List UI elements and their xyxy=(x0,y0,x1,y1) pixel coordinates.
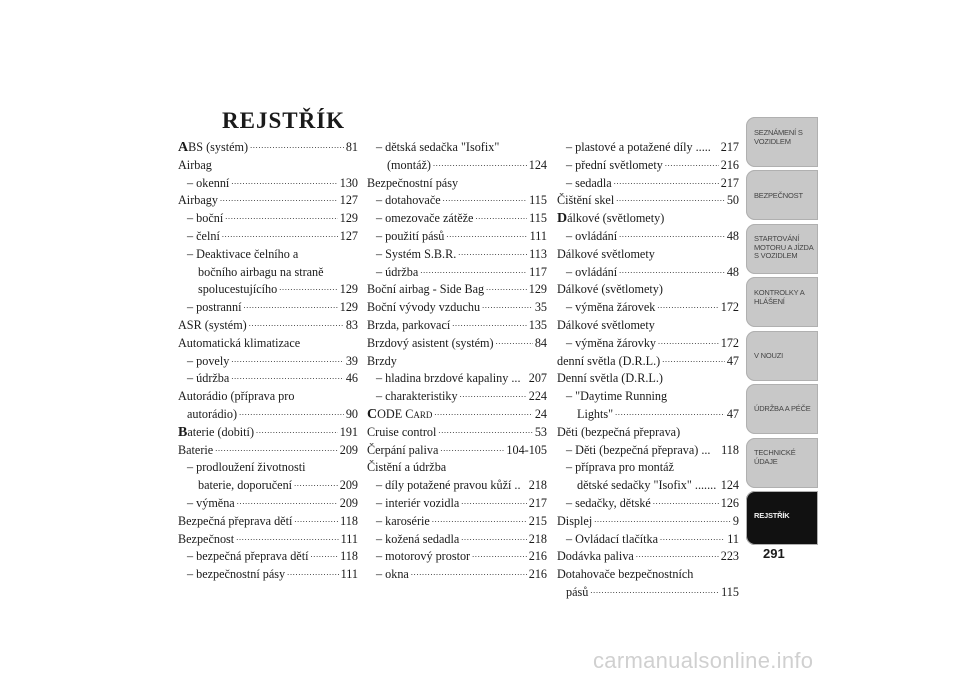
index-entry xyxy=(367,228,547,246)
section-tab-label: SEZNÁMENÍ S VOZIDLEM xyxy=(754,128,803,146)
index-entry xyxy=(557,317,739,335)
section-tab[interactable] xyxy=(746,491,818,545)
index-entry xyxy=(557,175,739,193)
index-term: ASR (systém) xyxy=(178,317,247,332)
index-entry xyxy=(557,370,739,388)
index-entry xyxy=(367,264,547,282)
page-ref: 223 xyxy=(720,549,739,564)
index-entry xyxy=(178,424,358,442)
index-term: Cruise control xyxy=(367,424,437,439)
index-entry xyxy=(367,513,547,531)
index-entry xyxy=(367,531,547,549)
index-term: – kožená sedadla xyxy=(376,531,460,546)
page-ref: 172 xyxy=(720,335,739,350)
index-term: – Systém S.B.R. xyxy=(376,246,457,261)
index-term: autorádio) xyxy=(187,406,238,421)
page-ref: 135 xyxy=(528,317,547,332)
dot-leader xyxy=(432,519,527,531)
dot-leader xyxy=(294,519,338,531)
index-letter: D xyxy=(557,211,568,227)
dot-leader xyxy=(619,234,725,246)
page-ref: 216 xyxy=(528,567,547,582)
index-entry xyxy=(557,157,739,175)
index-term: – boční xyxy=(187,211,224,226)
index-term: – "Daytime Running xyxy=(566,389,668,404)
section-tab-label: V NOUZI xyxy=(754,351,784,360)
index-entry xyxy=(367,459,547,477)
page-number: 291 xyxy=(763,546,785,561)
dot-leader xyxy=(443,198,528,210)
index-term: – bezpečná přeprava dětí xyxy=(187,549,309,564)
index-term: – interiér vozidla xyxy=(376,495,460,510)
index-entry xyxy=(557,531,739,549)
dot-leader xyxy=(590,590,719,602)
index-entry xyxy=(178,281,358,299)
page-ref: 191 xyxy=(339,424,358,439)
index-term: dětské sedačky "Isofix" ....... xyxy=(577,478,717,493)
dot-leader xyxy=(660,536,725,548)
dot-leader xyxy=(496,341,533,353)
index-entry xyxy=(557,513,739,531)
index-term: Čerpání paliva xyxy=(367,442,439,457)
page-ref: 129 xyxy=(528,282,547,297)
dot-leader xyxy=(461,536,526,548)
index-term: – ovládání xyxy=(566,228,618,243)
page-ref: 53 xyxy=(534,424,547,439)
dot-leader xyxy=(287,572,338,584)
index-term: Dálkové světlomety xyxy=(557,246,655,261)
dot-leader xyxy=(244,305,338,317)
page-ref: 129 xyxy=(339,300,358,315)
index-term: Airbagy xyxy=(178,193,218,208)
index-letter: A xyxy=(178,140,189,155)
dot-leader xyxy=(420,269,527,281)
dot-leader xyxy=(434,412,532,424)
dot-leader xyxy=(231,358,344,370)
index-term: Čištění skel xyxy=(557,193,615,208)
page-ref: 207 xyxy=(528,371,547,386)
index-entry xyxy=(557,228,739,246)
dot-leader xyxy=(619,269,725,281)
index-entry xyxy=(178,548,358,566)
page-ref: 172 xyxy=(720,300,739,315)
page-ref: 90 xyxy=(345,406,358,421)
page-ref: 117 xyxy=(529,264,547,279)
index-term: – postranní xyxy=(187,300,242,315)
index-entry xyxy=(557,495,739,513)
index-term: Autorádio (příprava pro xyxy=(178,389,295,404)
page-ref: 130 xyxy=(339,175,358,190)
index-term: Dotahovače bezpečnostních xyxy=(557,567,694,582)
dot-leader xyxy=(279,287,338,299)
page-ref: 209 xyxy=(339,495,358,510)
page-ref: 115 xyxy=(529,193,547,208)
index-term: – ovládání xyxy=(566,264,618,279)
page-ref: 48 xyxy=(726,228,739,243)
index-entry xyxy=(557,459,739,477)
index-entry xyxy=(367,477,547,495)
dot-leader xyxy=(614,180,719,192)
index-column-1 xyxy=(178,139,358,584)
index-entry xyxy=(178,477,358,495)
index-entry xyxy=(557,192,739,210)
dot-leader xyxy=(657,305,718,317)
dot-leader xyxy=(653,501,719,513)
dot-leader xyxy=(486,287,527,299)
index-entry xyxy=(367,353,547,371)
page-ref: 118 xyxy=(340,513,358,528)
dot-leader xyxy=(475,216,527,228)
index-term: Bezpečná přeprava dětí xyxy=(178,513,293,528)
index-term: – okenní xyxy=(187,175,230,190)
index-letter: B xyxy=(178,424,188,440)
index-term: – použití pásů xyxy=(376,228,445,243)
index-entry xyxy=(178,566,358,584)
section-tab[interactable] xyxy=(746,438,818,488)
page-ref: 218 xyxy=(528,531,547,546)
page-ref: 209 xyxy=(339,478,358,493)
page-ref: 216 xyxy=(720,157,739,172)
index-entry xyxy=(367,566,547,584)
page-ref: 47 xyxy=(726,353,739,368)
index-term: – sedadla xyxy=(566,175,612,190)
index-term: bočního airbagu na straně xyxy=(198,264,324,279)
page-ref: 84 xyxy=(534,335,547,350)
index-entry xyxy=(367,175,547,193)
index-entry xyxy=(557,264,739,282)
page-ref: 39 xyxy=(345,353,358,368)
page-ref: 83 xyxy=(345,317,358,332)
dot-leader xyxy=(452,323,526,335)
index-term: – charakteristiky xyxy=(376,389,458,404)
index-entry xyxy=(557,281,739,299)
page-ref: 46 xyxy=(345,371,358,386)
index-entry xyxy=(557,353,739,371)
section-tab-label: KONTROLKY A HLÁŠENÍ xyxy=(754,288,805,306)
index-entry xyxy=(178,210,358,228)
index-entry xyxy=(178,513,358,531)
page-ref: 127 xyxy=(339,193,358,208)
dot-leader xyxy=(220,198,338,210)
section-tabs xyxy=(746,117,818,545)
index-term: Děti (bezpečná přeprava) xyxy=(557,424,681,439)
index-entry xyxy=(557,406,739,424)
dot-leader xyxy=(250,145,344,157)
dot-leader xyxy=(440,447,504,459)
section-tab-label: TECHNICKÉ ÚDAJE xyxy=(754,448,796,466)
page-ref: 9 xyxy=(732,513,739,528)
dot-leader xyxy=(594,519,731,531)
page-ref: 217 xyxy=(528,495,547,510)
index-term: – díly potažené pravou kůží .. xyxy=(376,478,521,493)
index-term: Brzdy xyxy=(367,353,397,368)
dot-leader xyxy=(662,358,725,370)
index-term: Boční vývody vzduchu xyxy=(367,300,481,315)
page-ref: 129 xyxy=(339,282,358,297)
page-ref: 11 xyxy=(727,531,739,546)
page-ref: 118 xyxy=(340,549,358,564)
dot-leader xyxy=(482,305,533,317)
index-entry xyxy=(178,370,358,388)
index-term: – povely xyxy=(187,353,230,368)
index-term: – okna xyxy=(376,567,409,582)
watermark: carmanualsonline.info xyxy=(593,648,814,673)
index-entry xyxy=(367,157,547,175)
page-ref: 50 xyxy=(726,193,739,208)
index-entry xyxy=(178,406,358,424)
index-term: – sedačky, dětské xyxy=(566,495,651,510)
index-term: Denní světla (D.R.L.) xyxy=(557,371,663,386)
index-column-2 xyxy=(367,139,547,584)
index-entry xyxy=(367,424,547,442)
index-entry xyxy=(557,388,739,406)
index-term: denní světla (D.R.L.) xyxy=(557,353,661,368)
index-term: – Deaktivace čelního a xyxy=(187,246,299,261)
index-term: – příprava pro montáž xyxy=(566,460,674,475)
dot-leader xyxy=(446,234,527,246)
index-entry xyxy=(178,228,358,246)
index-entry xyxy=(557,442,739,460)
index-term: – bezpečnostní pásy xyxy=(187,567,286,582)
index-term: Displej xyxy=(557,513,593,528)
index-entry xyxy=(367,139,547,157)
index-entry xyxy=(178,353,358,371)
index-entry xyxy=(178,459,358,477)
index-entry xyxy=(367,442,547,460)
dot-leader xyxy=(411,572,527,584)
index-entry xyxy=(557,299,739,317)
index-entry xyxy=(178,264,358,282)
page-ref: 216 xyxy=(528,549,547,564)
index-term: pásů xyxy=(566,584,589,599)
dot-leader xyxy=(472,554,527,566)
page-ref: 111 xyxy=(340,531,358,546)
page-ref: 113 xyxy=(529,246,547,261)
index-term: – dětská sedačka "Isofix" xyxy=(376,140,500,154)
index-term: aterie (dobití) xyxy=(187,424,255,439)
index-entry xyxy=(178,157,358,175)
index-entry xyxy=(178,192,358,210)
index-entry xyxy=(178,388,358,406)
index-term: Brzda, parkovací xyxy=(367,317,451,332)
dot-leader xyxy=(237,501,338,513)
index-term: – prodloužení životnosti xyxy=(187,460,306,475)
index-entry xyxy=(367,246,547,264)
page-ref: 35 xyxy=(534,300,547,315)
index-term: Lights" xyxy=(577,406,614,421)
section-tab-label: BEZPEČNOST xyxy=(754,191,803,200)
dot-leader xyxy=(460,394,527,406)
index-entry xyxy=(367,388,547,406)
index-letter: C xyxy=(367,406,378,422)
index-term: Dálkové světlomety xyxy=(557,317,655,332)
index-term: – dotahovače xyxy=(376,193,441,208)
index-entry xyxy=(367,317,547,335)
index-entry xyxy=(367,370,547,388)
index-term: Čistění a údržba xyxy=(367,460,447,475)
index-term: Boční airbag - Side Bag xyxy=(367,282,485,297)
section-tab[interactable] xyxy=(746,170,818,220)
index-entry xyxy=(367,495,547,513)
index-entry xyxy=(367,406,547,424)
page-ref: 217 xyxy=(720,175,739,190)
index-entry xyxy=(367,335,547,353)
page-ref: 124 xyxy=(528,157,547,172)
dot-leader xyxy=(225,216,338,228)
index-term: Baterie xyxy=(178,442,214,457)
index-term: – údržba xyxy=(376,264,419,279)
dot-leader xyxy=(658,341,719,353)
section-tab-label: REJSTŘÍK xyxy=(754,511,790,520)
dot-leader xyxy=(236,536,338,548)
section-tab[interactable] xyxy=(746,384,818,434)
index-entry xyxy=(557,566,739,584)
index-entry xyxy=(178,442,358,460)
index-term: – omezovače zátěže xyxy=(376,211,474,226)
dot-leader xyxy=(215,447,338,459)
index-term: (montáž) xyxy=(387,157,431,172)
page-ref: 209 xyxy=(339,442,358,457)
index-term: – karosérie xyxy=(376,513,430,528)
index-entry xyxy=(557,424,739,442)
section-tab[interactable] xyxy=(746,224,818,274)
index-term: Bezpečnostní pásy xyxy=(367,175,459,190)
dot-leader xyxy=(665,163,719,175)
dot-leader xyxy=(616,198,725,210)
dot-leader xyxy=(249,323,344,335)
index-entry xyxy=(178,495,358,513)
index-term: – hladina brzdové kapaliny ... xyxy=(376,371,521,386)
index-entry xyxy=(557,548,739,566)
index-entry xyxy=(178,175,358,193)
page-ref: 24 xyxy=(534,406,547,421)
index-entry xyxy=(557,477,739,495)
page-ref: 111 xyxy=(529,228,547,243)
index-entry xyxy=(178,317,358,335)
index-entry xyxy=(178,246,358,264)
index-entry xyxy=(178,299,358,317)
index-term: – motorový prostor xyxy=(376,549,471,564)
dot-leader xyxy=(231,376,344,388)
index-entry xyxy=(367,299,547,317)
index-term: BS (systém) xyxy=(188,140,249,154)
index-term: – údržba xyxy=(187,371,230,386)
index-term: – přední světlomety xyxy=(566,157,663,172)
index-term: Brzdový asistent (systém) xyxy=(367,335,494,350)
page-ref: 126 xyxy=(720,495,739,510)
page-ref: 118 xyxy=(721,442,739,457)
index-entry xyxy=(557,139,739,157)
section-tab[interactable] xyxy=(746,331,818,381)
index-term: Dálkové (světlomety) xyxy=(557,282,663,297)
index-term: Automatická klimatizace xyxy=(178,335,301,350)
index-term: – Děti (bezpečná přeprava) ... xyxy=(566,442,711,457)
page-ref: 115 xyxy=(721,584,739,599)
dot-leader xyxy=(636,554,719,566)
dot-leader xyxy=(615,412,725,424)
dot-leader xyxy=(256,430,338,442)
section-tab-label: STARTOVÁNÍ MOTORU A JÍZDA S VOZIDLEM xyxy=(754,234,814,260)
index-entry xyxy=(367,548,547,566)
dot-leader xyxy=(461,501,526,513)
index-entry xyxy=(557,210,739,228)
index-entry xyxy=(367,192,547,210)
section-tab-label: ÚDRŽBA A PÉČE xyxy=(754,404,811,413)
page-ref: 104-105 xyxy=(506,442,547,457)
index-term: – Ovládací tlačítka xyxy=(566,531,659,546)
dot-leader xyxy=(294,483,338,495)
page-ref: 215 xyxy=(528,513,547,528)
dot-leader xyxy=(310,554,338,566)
dot-leader xyxy=(458,252,527,264)
page-ref: 129 xyxy=(339,211,358,226)
dot-leader xyxy=(222,234,338,246)
page-ref: 111 xyxy=(340,567,358,582)
page-ref: 124 xyxy=(720,478,739,493)
index-term: – výměna žárovky xyxy=(566,335,657,350)
page-ref: 47 xyxy=(726,406,739,421)
index-term: – výměna xyxy=(187,495,235,510)
dot-leader xyxy=(433,163,527,175)
dot-leader xyxy=(438,430,532,442)
index-term: Dodávka paliva xyxy=(557,549,634,564)
page-ref: 217 xyxy=(720,140,739,154)
index-entry xyxy=(178,335,358,353)
page-ref: 48 xyxy=(726,264,739,279)
index-term: – plastové a potažené díly ..... xyxy=(566,140,711,154)
index-entry xyxy=(367,281,547,299)
index-term: ODE Card xyxy=(377,406,433,421)
dot-leader xyxy=(231,180,337,192)
index-term: baterie, doporučení xyxy=(198,478,293,493)
page-ref: 115 xyxy=(529,211,547,226)
index-term: álkové (světlomety) xyxy=(567,211,665,226)
section-tab[interactable] xyxy=(746,117,818,167)
index-entry xyxy=(178,531,358,549)
index-entry xyxy=(557,335,739,353)
index-entry xyxy=(557,584,739,602)
index-term: – čelní xyxy=(187,228,220,243)
index-entry xyxy=(178,139,358,157)
section-tab[interactable] xyxy=(746,277,818,327)
page-ref: 81 xyxy=(345,140,358,154)
index-title: REJSTŘÍK xyxy=(222,108,346,133)
page-ref: 218 xyxy=(528,478,547,493)
index-term: Bezpečnost xyxy=(178,531,235,546)
index-term: Airbag xyxy=(178,157,212,172)
index-column-3 xyxy=(557,139,739,602)
index-term: – výměna žárovek xyxy=(566,300,656,315)
page-ref: 224 xyxy=(528,389,547,404)
index-term: spolucestujícího xyxy=(198,282,278,297)
dot-leader xyxy=(239,412,344,424)
index-entry xyxy=(557,246,739,264)
index-entry xyxy=(367,210,547,228)
page-ref: 127 xyxy=(339,228,358,243)
